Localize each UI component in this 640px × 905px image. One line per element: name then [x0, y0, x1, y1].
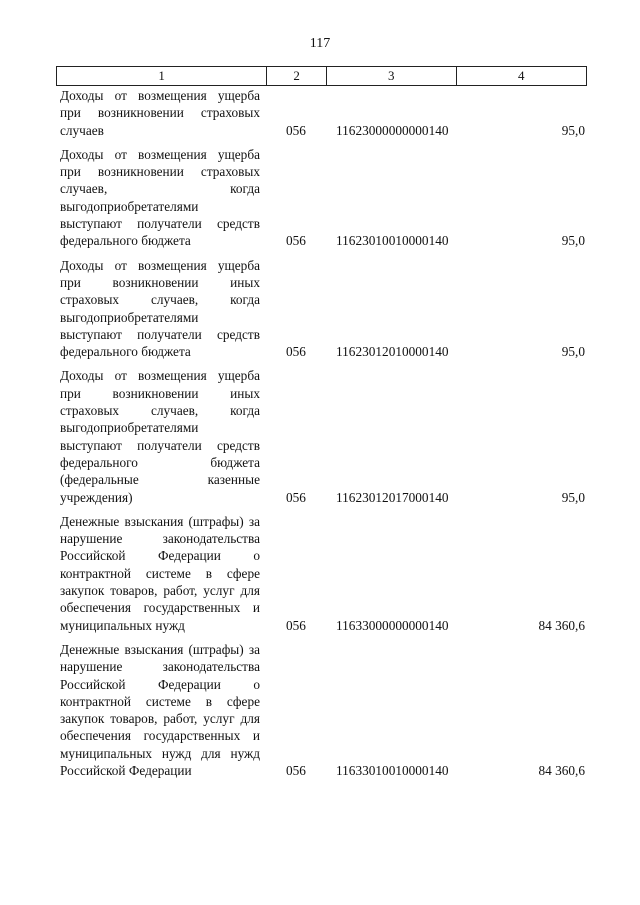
row-amount: 84 360,6 [538, 617, 585, 633]
table-row [0, 367, 640, 505]
table-row [0, 146, 640, 250]
row-budget-code: 11623012010000140 [336, 344, 449, 360]
table-row [0, 87, 640, 139]
row-description: Денежные взыскания (штрафы) за нарушение законодательства Российской Федерации о контрактной системе в сфере закупок товаров, работ, услуг для обеспечения государственных и муниципальных нужд [60, 513, 260, 633]
table-body [0, 87, 640, 786]
row-budget-code: 11623000000000140 [336, 122, 449, 138]
row-description: Доходы от возмещения ущерба при возникновении иных страховых случаев, когда выгодоприобретателями выступают получатели средств федерального бюджета (федеральные казенные учреждения) [60, 368, 260, 505]
row-admin-code: 056 [286, 122, 306, 138]
row-amount: 84 360,6 [538, 762, 585, 778]
row-budget-code: 11623010010000140 [336, 233, 449, 249]
row-description: Денежные взыскания (штрафы) за нарушение законодательства Российской Федерации о контрактной системе в сфере закупок товаров, работ, услуг для обеспечения государственных и муниципальных нужд для нужд Российской Федерации [60, 641, 260, 778]
table-row [0, 641, 640, 779]
row-description: Доходы от возмещения ущерба при возникновении иных страховых случаев, когда выгодоприобретателями выступают получатели средств федерального бюджета [60, 257, 260, 360]
table-row [0, 513, 640, 634]
row-admin-code: 056 [286, 762, 306, 778]
row-admin-code: 056 [286, 617, 306, 633]
column-header-2: 2 [267, 67, 327, 85]
row-description: Доходы от возмещения ущерба при возникновении страховых случаев, когда выгодоприобретателями выступают получатели средств федерального бюджета [60, 146, 260, 249]
column-header-4: 4 [518, 68, 525, 83]
row-amount: 95,0 [561, 344, 585, 360]
row-amount: 95,0 [561, 122, 585, 138]
row-budget-code: 11633010010000140 [336, 762, 449, 778]
row-admin-code: 056 [286, 233, 306, 249]
row-budget-code: 11633000000000140 [336, 617, 449, 633]
row-amount: 95,0 [561, 489, 585, 505]
row-admin-code: 056 [286, 489, 306, 505]
page-number: 117 [309, 36, 331, 51]
row-budget-code: 11623012017000140 [336, 489, 449, 505]
column-header-3: 3 [327, 67, 457, 85]
table-header [56, 66, 587, 86]
row-admin-code: 056 [286, 344, 306, 360]
table-row [0, 257, 640, 361]
row-amount: 95,0 [561, 233, 585, 249]
column-header-1: 1 [57, 67, 267, 85]
row-description: Доходы от возмещения ущерба при возникновении страховых случаев [60, 88, 260, 138]
